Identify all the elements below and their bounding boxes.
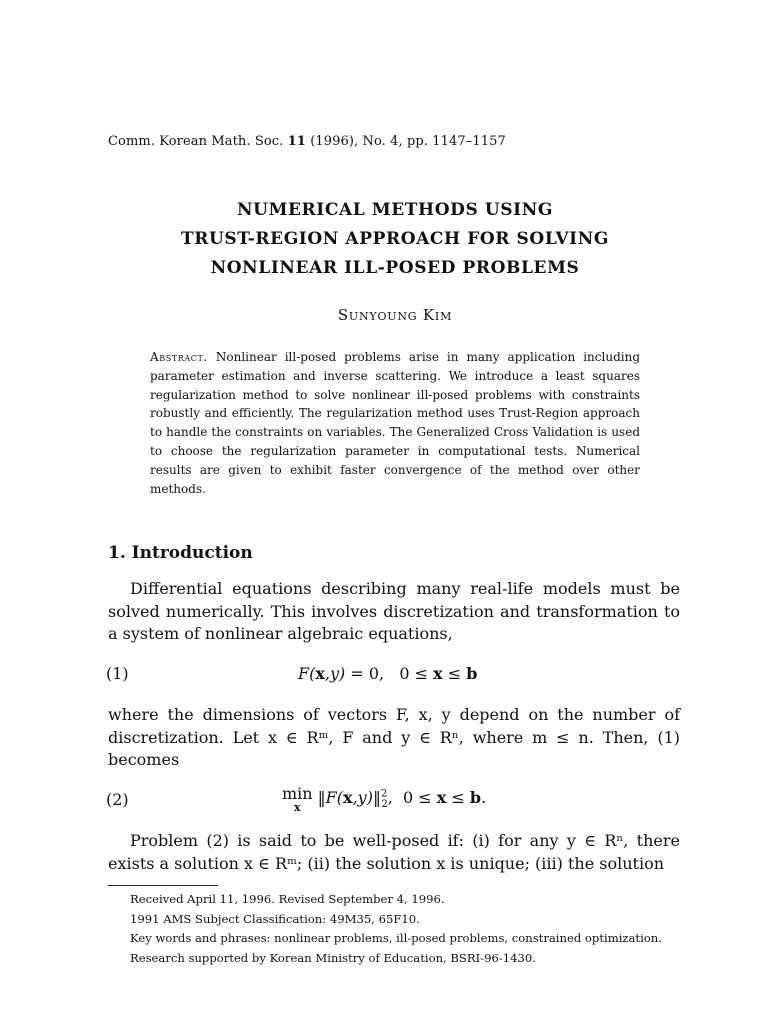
journal-name: Comm. Korean Math. Soc. xyxy=(108,134,284,149)
section-title: Introduction xyxy=(131,543,253,563)
footnote-rule xyxy=(108,885,218,886)
paper-title-line-3: NONLINEAR ILL-POSED PROBLEMS xyxy=(210,258,580,278)
abstract-label: Abstract. xyxy=(150,350,208,364)
paragraph-1: Differential equations describing many real-life models must be solved numerically. This involves discretization and transformation to a system of nonlinear algebraic equations, xyxy=(108,579,680,643)
footnote-received: Received April 11, 1996. Revised September 4, 1996. xyxy=(130,892,445,906)
equation-1-label: (1) xyxy=(106,664,129,683)
footnote-keywords: Key words and phrases: nonlinear problems, ill-posed problems, constrained optimization. xyxy=(130,931,662,945)
section-number: 1. xyxy=(108,543,126,563)
paragraph-3: Problem (2) is said to be well-posed if: (i) for any y ∈ Rⁿ, there exists a solution x ∈ Rᵐ; (ii) the solution x is unique; (iii) the solution xyxy=(108,831,680,873)
equation-2-label: (2) xyxy=(106,790,129,809)
journal-issue-pages: (1996), No. 4, pp. 1147–1157 xyxy=(310,134,506,149)
section-heading xyxy=(108,543,253,563)
footnote-support: Research supported by Korean Ministry of Education, BSRI-96-1430. xyxy=(130,950,536,965)
journal-header xyxy=(108,134,506,149)
paper-title-line-1: NUMERICAL METHODS USING xyxy=(237,200,553,220)
paper-title-line-2: TRUST-REGION APPROACH FOR SOLVING xyxy=(181,229,609,249)
equation-2: min x ‖F(x,y)‖$^2_2$, 0 ≤ x ≤ b. xyxy=(282,784,487,814)
abstract-text: Nonlinear ill-posed problems arise in many application including parameter estimation and inverse scattering. We introduce a least squares regularization method to solve nonlinear ill-posed problems with constraints robustly and efficiently. The regularization method uses Trust-Region approach to handle the constraints on variables. The Generalized Cross Validation is used to choose the regularization parameter in computational tests. Numerical results are given to exhibit faster convergence of the method over other methods. xyxy=(150,350,640,496)
journal-volume: 11 xyxy=(287,134,306,149)
equation-1: F(x,y) = 0, 0 ≤ x ≤ b xyxy=(298,664,478,683)
abstract xyxy=(150,348,640,498)
footnote-classification: 1991 AMS Subject Classification: 49M35, 65F10. xyxy=(130,911,420,926)
paragraph-2: where the dimensions of vectors F, x, y depend on the number of discretization. Let x ∈ Rᵐ, F and y ∈ Rⁿ, where m ≤ n. Then, (1) becomes xyxy=(108,705,680,769)
author-name: Sunyoung Kim xyxy=(337,306,453,324)
footnotes xyxy=(108,890,680,968)
